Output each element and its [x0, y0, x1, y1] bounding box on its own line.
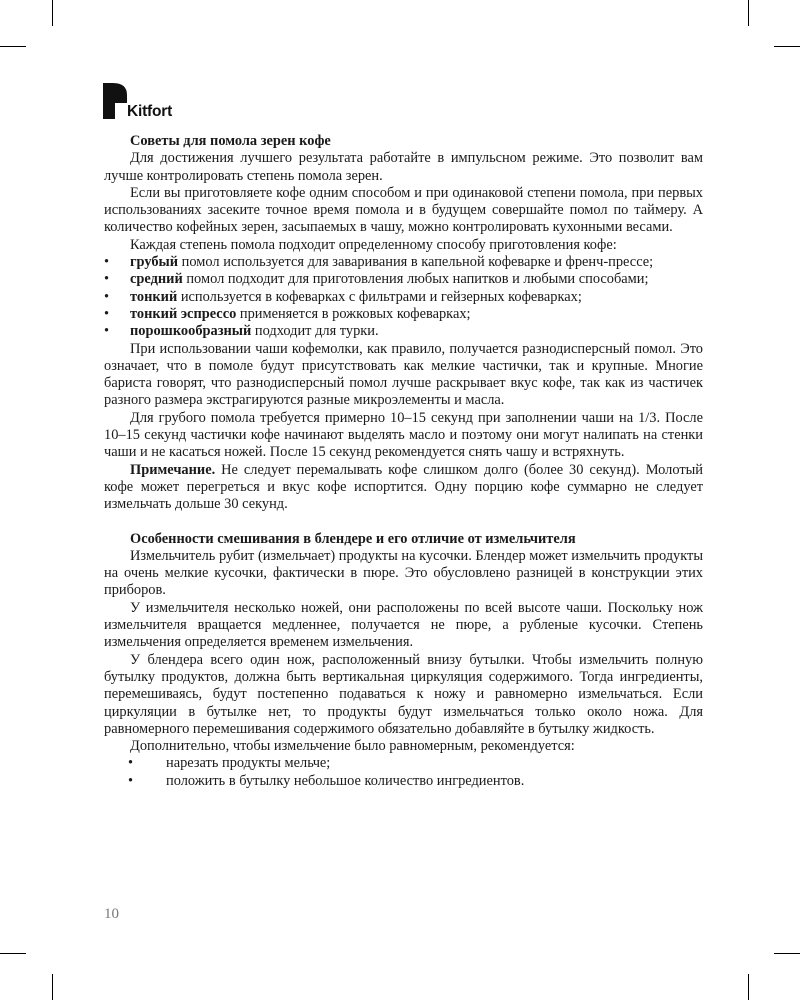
list-item-term: средний: [130, 271, 183, 288]
paragraph: При использовании чаши кофемолки, как правило, получается разнодисперсный помол. Это означает, что в помоле будут присутствовать как мелкие частички, так и крупные. Многие бариста говорят, что разнодисперсный помол лучше раскрывает вкус кофе, так как из частичек разного размера экстрагируются разные микроэлементы и масла.: [104, 340, 703, 409]
paragraph: Для достижения лучшего результата работайте в импульсном режиме. Это позволит вам лучше контролировать степень помола зерен.: [104, 150, 703, 184]
crop-mark: [52, 0, 53, 26]
list-item-term: порошкообразный: [130, 323, 252, 340]
kitfort-logo-icon: [103, 83, 127, 119]
note-label: Примечание.: [130, 461, 216, 478]
section-title: Особенности смешивания в блендере и его отличие от измельчителя: [130, 530, 576, 547]
grind-types-list: [104, 254, 703, 340]
crop-mark: [748, 974, 749, 1000]
paragraph: Дополнительно, чтобы измельчение было равномерным, рекомендуется:: [130, 738, 575, 755]
crop-mark: [52, 974, 53, 1000]
list-item: • нарезать продукты мельче;: [104, 755, 703, 772]
section-spacer: [104, 514, 703, 531]
brand-name: Kitfort: [127, 103, 173, 120]
paragraph: Для грубого помола требуется примерно 10–15 секунд при заполнении чаши на 1/3. После 10–15 секунд частички кофе начинают выделять масло и поэтому они могут налипать на стенки чаши и не касаться ножей. После 15 секунд рекомендуется снять чашу и встряхнуть.: [104, 409, 703, 461]
paragraph: Измельчитель рубит (измельчает) продукты на кусочки. Блендер может измельчить продукты на очень мелкие кусочки, фактически в пюре. Это обусловлено разницей в конструкции этих приборов.: [104, 547, 703, 599]
paragraph: Если вы приготовляете кофе одним способом и при одинаковой степени помола, при первых использованиях засеките точное время помола и в будущем совершайте помол по таймеру. А количество кофейных зерен, засыпаемых в чашу, можно контролировать кухонными весами.: [104, 184, 703, 236]
list-item-text: помол используется для заваривания в капельной кофеварке и френч-прессе;: [178, 254, 654, 271]
list-item-text: используется в кофеварках с фильтрами и гейзерных кофеварках;: [177, 288, 582, 305]
list-item-term: грубый: [130, 254, 179, 271]
crop-mark: [0, 46, 26, 47]
page-content: [104, 133, 703, 790]
list-item: [104, 323, 703, 340]
paragraph: У блендера всего один нож, расположенный внизу бутылки. Чтобы измельчить полную бутылку продуктов, должна быть вертикальная циркуляция содержимого. Тогда ингредиенты, перемешиваясь, будут постепенно подаваться к ножу и равномерно измельчаться. Если циркуляции в бутылке нет, то продукты будут измельчаться только около ножа. Для равномерного перемешивания содержимого обязательно добавляйте в бутылку жидкость.: [104, 651, 703, 737]
crop-mark: [0, 953, 26, 954]
note-text: Не следует перемалывать кофе слишком долго (более 30 секунд). Молотый кофе может перегреться и вкус кофе испортится. Одну порцию кофе суммарно не следует измельчать дольше 30 секунд.: [104, 461, 703, 513]
list-item-text: подходит для турки.: [251, 323, 379, 340]
list-item: [104, 254, 703, 271]
paragraph: Каждая степень помола подходит определенному способу приготовления кофе:: [130, 236, 617, 253]
crop-mark: [748, 0, 749, 26]
recommendations-list: [104, 755, 703, 790]
list-item: [104, 306, 703, 323]
list-item: • положить в бутылку небольшое количество ингредиентов.: [104, 773, 703, 790]
list-item-term: тонкий эспрессо: [130, 305, 237, 322]
page-number: 10: [104, 906, 119, 922]
list-item-text: помол подходит для приготовления любых напитков и любыми способами;: [182, 271, 649, 288]
list-item: [104, 271, 703, 288]
list-item: [104, 289, 703, 306]
paragraph: У измельчителя несколько ножей, они расположены по всей высоте чаши. Поскольку нож измельчителя вращается медленнее, получается не пюре, а рубленые кусочки. Степень измельчения определяется временем измельчения.: [104, 599, 703, 651]
crop-mark: [774, 46, 800, 47]
crop-mark: [774, 953, 800, 954]
section-title: Советы для помола зерен кофе: [130, 133, 331, 149]
note-paragraph: [104, 462, 703, 514]
list-item-text: применяется в рожковых кофеварках;: [236, 305, 471, 322]
brand-logo: [103, 83, 223, 123]
list-item-term: тонкий: [130, 288, 178, 305]
